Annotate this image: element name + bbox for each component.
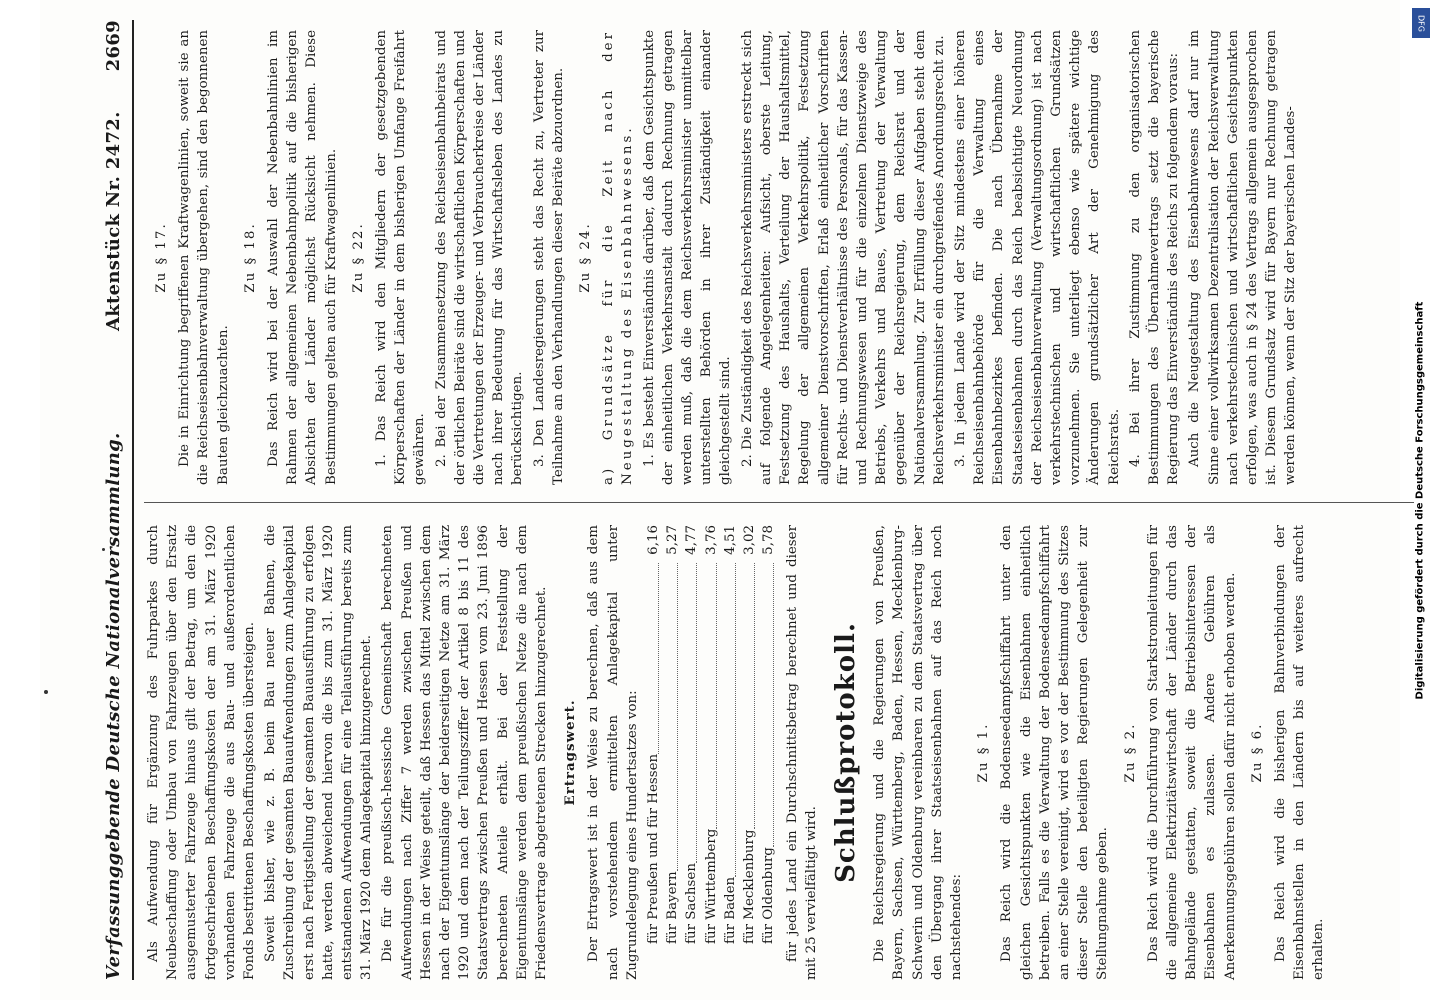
header-rule <box>132 20 134 980</box>
document-number: Aktenstück Nr. 2472. <box>102 111 124 332</box>
section-heading-schlussprotokoll: Schlußprotokoll. <box>830 622 861 883</box>
rate-row: für Baden 4,51 <box>722 525 738 944</box>
paragraph: Das Reich wird die Durchführung von Starkstromleitungen für die allgemeine Elektrizitätswirtschaft der Länder durch das Bahngelände gestatten, soweit die Betriebsinteressen der Eisenbahnen es zulassen. Andere Gebühren als Anerkennungsgebühren sollen dafür nicht erhoben werden. <box>1145 525 1238 980</box>
paragraph: Als Aufwendung für Ergänzung des Fuhrparkes durch Neubeschaffung oder Umbau von Fahrzeugen über den Ersatz ausgemusterter Fahrzeuge hinaus gilt der Betrag, um den die fortgeschriebenen Beschaffungskosten der am 31. März 1920 vorhandenen Fahrzeuge die aus Bau- und außerordentlichen Fonds bestrittenen Beschaffungskosten übersteigen. <box>146 525 258 980</box>
rate-row: für Preußen und für Hessen 6,16 <box>646 525 662 944</box>
subsection-heading: a) Grundsätze für die Zeit nach der Neugestaltung des Eisenbahnwesens. <box>601 30 636 485</box>
section-ref: Zu § 1. <box>976 722 992 783</box>
side-note <box>1408 20 1432 980</box>
scanned-page <box>40 0 1400 1000</box>
paragraph: Auch die Neugestaltung des Eisenbahnwesens darf nur im Sinne einer vollwirksamen Dezentralisation der Reichsverwaltung nach verkehrstechnischen und wirtschaftlichen Gesichtspunkten erfolgen, was auch in § 24 des Vertrags allgemein ausgesprochen ist. Diesem Grundsatz wird für Bayern nur Rechnung getragen werden können, wenn der Sitz der bayerischen Landes- <box>1187 30 1299 485</box>
paragraph: 4. Bei ihrer Zustimmung zu den organisatorischen Bestimmungen des Übernahmevertrags setzt die bayerische Regierung das Einverständnis des Reichs zu folgendem voraus: <box>1127 30 1182 485</box>
paragraph: Das Reich wird bei der Auswahl der Nebenbahnlinien im Rahmen der allgemeinen Nebenbahnpolitik auf die bisherigen Absichten der Länder möglichst Rücksicht nehmen. Diese Bestimmungen gelten auch für Kraftwagenlinien. <box>266 30 339 485</box>
right-column <box>144 30 1303 485</box>
running-head-title: Verfassunggebende Deutsche Nationalversammlung. <box>102 432 124 980</box>
paragraph: 3. In jedem Lande wird der Sitz mindestens einer höheren Reichseisenbahnbehörde für die Verwaltung eines Eisenbahnbezirkes befinden. Die nach Übernahme der Staatseisenbahnen durch das Reich beabsichtigte Neuordnung der Reichseisenbahnverwaltung (Verwaltungsordnung) ist nach verkehrstechnischen und wirtschaftlichen Grundsätzen vorzunehmen. Sie unterliegt ebenso wie spätere wichtige Änderungen grundsätzlicher Art der Genehmigung des Reichsrats. <box>952 30 1122 485</box>
section-ref: Zu § 6. <box>1249 722 1265 783</box>
section-ref: Zu § 22. <box>350 222 366 293</box>
paragraph: 1. Das Reich wird den Mitgliedern der gesetzgebenden Körperschaften der Länder in dem bisherigen Umfange Freifahrt gewähren. <box>374 30 428 485</box>
side-note-text: Digitalisierung gefördert durch die Deutsche Forschungsgemeinschaft <box>1414 301 1426 699</box>
dfg-logo: DFG <box>1412 8 1430 38</box>
rate-row: für Württemberg 3,76 <box>703 525 719 944</box>
paragraph: 2. Bei der Zusammensetzung des Reichseisenbahnbeirats und der örtlichen Beiräte sind die wirtschaftlichen Körperschaften und die Vertretungen der Erzeuger- und Verbraucherkreise der Länder nach ihrer Bedeutung für das Wirtschaftsleben des Landes zu berücksichtigen. <box>433 30 526 485</box>
section-ref: Zu § 18. <box>242 222 258 293</box>
paragraph: für jedes Land ein Durchschnittsbetrag berechnet und dieser mit 25 vervielfältigt wird. <box>784 525 819 980</box>
section-heading-ertragswert: Ertragswert. <box>562 699 579 806</box>
paragraph: Die in Einrichtung begriffenen Kraftwagenlinien, soweit sie an die Reichseisenbahnverwaltung übergehen, sind den begonnenen Bauten gleichzuachten. <box>177 30 231 485</box>
rate-row: für Bayern 5,27 <box>665 525 681 944</box>
paragraph: 3. Den Landesregierungen steht das Recht zu, Vertreter zur Teilnahme an den Verhandlungen dieser Beiräte abzuordnen. <box>531 30 566 485</box>
rotated-page-content <box>80 0 1434 1000</box>
paragraph: Die Reichsregierung und die Regierungen von Preußen, Bayern, Sachsen, Württemberg, Baden, Hessen, Mecklenburg-Schwerin und Oldenburg vereinbaren zu dem Staatsvertrag über den Übergang ihrer Staatseisenbahnen auf das Reich noch nachstehendes: <box>872 525 964 980</box>
section-ref: Zu § 17. <box>154 222 169 293</box>
column-divider <box>144 502 1414 503</box>
left-column <box>144 525 1331 980</box>
page-number: 2669 <box>102 20 124 72</box>
paragraph: Das Reich wird die bisherigen Bahnverbindungen der Eisenbahnstellen in den Ländern bis auf weiteres aufrecht erhalten. <box>1272 525 1327 980</box>
rate-row: für Oldenburg 5,78 <box>761 525 777 944</box>
running-head <box>98 20 128 980</box>
rate-row: für Sachsen 4,77 <box>684 525 700 944</box>
paragraph: Soweit bisher, wie z. B. beim Bau neuer Bahnen, die Zuschreibung der gesamten Bauaufwendungen zum Anlagekapital erst nach Fertigstellung der gesamten Bauausführung zu erfolgen hatte, werden abweichend hiervon die bis zum 31. März 1920 entstandenen Aufwendungen für eine Teilausführung bereits zum 31. März 1920 dem Anlagekapital hinzugerechnet. <box>263 525 375 980</box>
paragraph: 2. Die Zuständigkeit des Reichsverkehrsministers erstreckt sich auf folgende Angelegenheiten: Aufsicht, oberste Leitung, Festsetzung des Haushalts, Verteilung der Haushaltsmittel, Regelung der allgemeinen Verkehrspolitik, Festsetzung allgemeiner Dienstvorschriften, Erlaß einheitlicher Vorschriften für Rechts- und Dienstverhältnisse des Personals, für das Kassen- und Rechnungswesen und für die einzelnen Dienstzweige des Betriebs, Verkehrs und Baues, Vertretung der Verwaltung gegenüber der Reichsregierung, dem Reichsrat und der Nationalversammlung. Zur Erfüllung dieser Aufgaben steht dem Reichsverkehrsminister ein durchgreifendes Anordnungsrecht zu. <box>739 30 947 485</box>
section-ref: Zu § 2. <box>1122 722 1138 783</box>
rate-row: für Mecklenburg 3,02 <box>742 525 758 944</box>
paragraph: 1. Es besteht Einverständnis darüber, daß dem Gesichtspunkte der einheitlichen Verkehrsanstalt dadurch Rechnung getragen werden muß, daß die dem Reichsverkehrsminister unmittelbar unterstellten Behörden in ihrer Zuständigkeit einander gleichgestellt sind. <box>641 30 734 485</box>
scan-speck <box>44 690 48 694</box>
rate-list <box>644 525 778 944</box>
section-ref: Zu § 24. <box>578 222 594 293</box>
paragraph: Die für die preußisch-hessische Gemeinschaft berechneten Aufwendungen nach Ziffer 7 werden zwischen Preußen und Hessen in der Weise geteilt, daß Hessen das Mittel zwischen dem nach der Eigentumslänge der beiderseitigen Netze am 31. März 1920 und dem nach der Teilungsziffer der Artikel 8 bis 11 des Staatsvertrags zwischen Preußen und Hessen vom 23. Juni 1896 berechneten Anteile erhält. Bei der Feststellung der Eigentumslänge werden dem preußischen Netze die nach dem Friedensvertrage abgetretenen Strecken hinzugerechnet. <box>380 525 550 980</box>
paragraph: Das Reich wird die Bodenseedampfschiffahrt unter den gleichen Gesichtspunkten wie die Eisenbahnen einheitlich betreiben. Falls es die Verwaltung der Bodenseedampfschiffahrt an einer Stelle vereinigt, wird es vor der Bestimmung des Sitzes dieser Stelle den beteiligten Regierungen Gelegenheit zur Stellungnahme geben. <box>999 525 1111 980</box>
paragraph: Der Ertragswert ist in der Weise zu berechnen, daß aus dem nach vorstehendem ermittelten Anlagekapital unter Zugrundelegung eines Hundertsatzes von: <box>586 525 640 980</box>
